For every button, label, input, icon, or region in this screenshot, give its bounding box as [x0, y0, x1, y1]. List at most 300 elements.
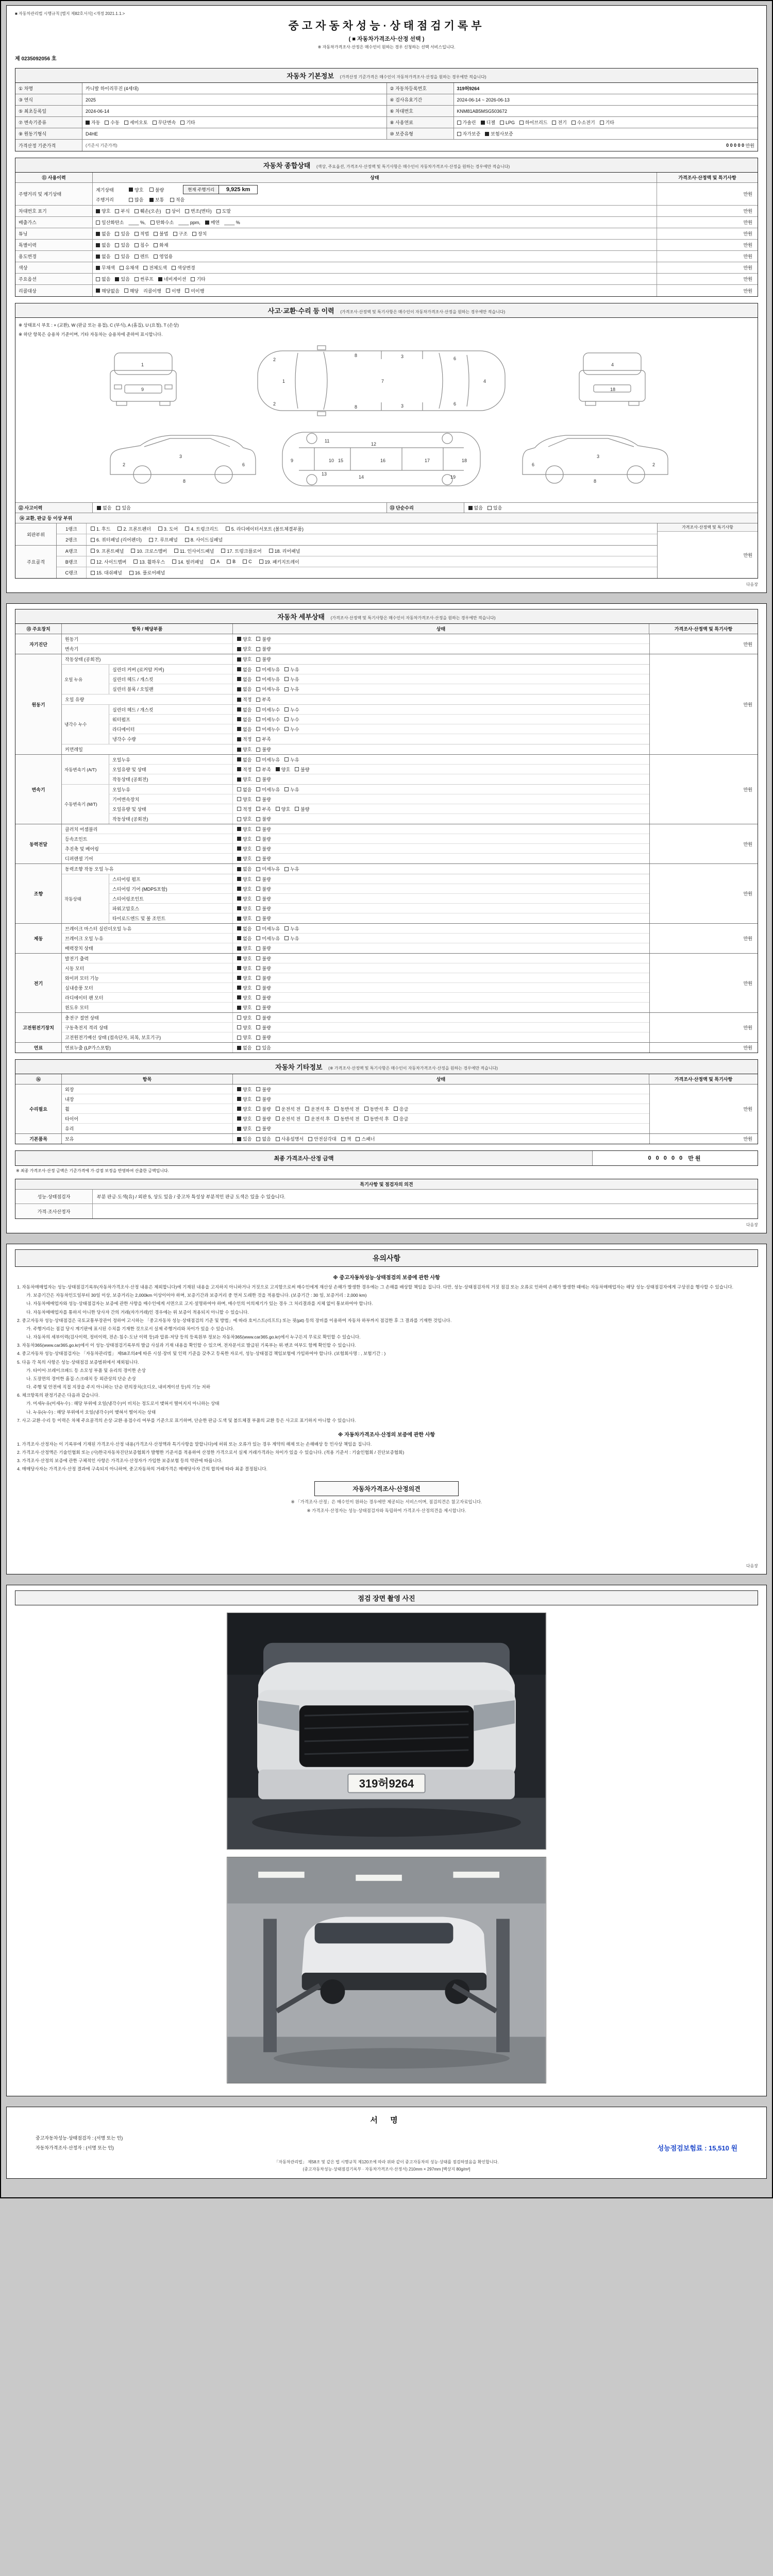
- checkbox[interactable]: [237, 787, 241, 791]
- rank-items: [87, 556, 657, 567]
- next-page-marker[interactable]: 다음장: [746, 1223, 758, 1227]
- device-group: [15, 755, 758, 824]
- checkbox[interactable]: [96, 243, 100, 247]
- checkbox[interactable]: [237, 986, 241, 990]
- option: [256, 955, 271, 962]
- checkbox[interactable]: [237, 946, 241, 951]
- checkbox[interactable]: [237, 906, 241, 910]
- checkbox[interactable]: [256, 986, 260, 990]
- option-label: 없음: [243, 936, 252, 941]
- checkbox[interactable]: [237, 846, 241, 851]
- checkbox[interactable]: [131, 549, 135, 553]
- checkbox[interactable]: [284, 727, 289, 731]
- option-label: 양호: [243, 796, 252, 802]
- row-label: 튜닝: [15, 228, 93, 239]
- checkbox[interactable]: [284, 687, 289, 691]
- checkbox[interactable]: [256, 906, 260, 910]
- checkbox[interactable]: [284, 667, 289, 671]
- checkbox[interactable]: [237, 667, 241, 671]
- device-label: 고전원전기장치: [15, 1013, 62, 1042]
- checkbox[interactable]: [237, 748, 241, 752]
- checkbox[interactable]: [256, 777, 260, 782]
- option-label: 양호: [243, 856, 252, 861]
- checkbox[interactable]: [237, 887, 241, 891]
- checkbox[interactable]: [284, 787, 289, 791]
- checkbox[interactable]: [519, 121, 524, 125]
- notice-paragraph: 7. 사고·교환·수리 등 이력은 차체 주요골격의 손상·교환·용접수리 여부를 기준으로 표기하며, 단순한 판금·도색 및 볼트체결 부품의 교환 등은 사고로 표기하지 아니할 수 있습니다.: [17, 1417, 356, 1423]
- checkbox[interactable]: [256, 637, 260, 641]
- checkbox[interactable]: [237, 817, 241, 821]
- checkbox[interactable]: [256, 1006, 260, 1010]
- option: [237, 666, 251, 673]
- option-label: 14. 필러패널: [178, 559, 204, 565]
- checkbox[interactable]: [237, 637, 241, 641]
- checkbox[interactable]: [276, 1116, 280, 1121]
- checkbox[interactable]: [185, 527, 189, 531]
- checkbox[interactable]: [256, 1046, 260, 1050]
- checkbox[interactable]: [305, 1116, 309, 1121]
- checkbox[interactable]: [468, 506, 473, 510]
- next-page-marker[interactable]: 다음장: [746, 1563, 758, 1568]
- checkbox[interactable]: [153, 121, 157, 125]
- checkbox[interactable]: [237, 677, 241, 681]
- checkbox[interactable]: [256, 797, 260, 801]
- checkbox[interactable]: [237, 737, 241, 741]
- price-cell: 만원: [649, 924, 758, 953]
- checkbox[interactable]: [295, 767, 299, 771]
- item-options: [233, 1023, 649, 1032]
- option-label: 미세누유: [262, 667, 280, 672]
- option: [185, 526, 218, 532]
- device-group: [15, 1084, 758, 1134]
- option: [237, 886, 251, 892]
- checkbox[interactable]: [129, 188, 133, 192]
- checkbox[interactable]: [256, 767, 260, 771]
- checkbox[interactable]: [334, 1116, 339, 1121]
- detail-row: [109, 674, 649, 684]
- checkbox[interactable]: [237, 827, 241, 831]
- checkbox[interactable]: [256, 837, 260, 841]
- checkbox[interactable]: [91, 571, 95, 575]
- checkbox[interactable]: [500, 121, 504, 125]
- distance-options: [129, 196, 189, 203]
- checkbox[interactable]: [256, 687, 260, 691]
- checkbox[interactable]: [284, 717, 289, 721]
- checkbox[interactable]: [237, 687, 241, 691]
- checkbox[interactable]: [256, 727, 260, 731]
- option-label: 양호: [243, 817, 252, 822]
- checkbox[interactable]: [256, 1025, 260, 1029]
- checkbox[interactable]: [237, 698, 241, 702]
- checkbox[interactable]: [237, 767, 241, 771]
- checkbox[interactable]: [221, 549, 225, 553]
- checkbox[interactable]: [256, 807, 260, 811]
- checkbox[interactable]: [237, 896, 241, 901]
- option-label: 없음: [243, 687, 252, 692]
- checkbox[interactable]: [154, 232, 158, 236]
- checkbox[interactable]: [91, 549, 95, 553]
- checkbox[interactable]: [166, 289, 170, 293]
- field-label: ③ 연식: [15, 94, 82, 105]
- checkbox[interactable]: [256, 667, 260, 671]
- checkbox[interactable]: [96, 266, 100, 270]
- checkbox[interactable]: [295, 807, 299, 811]
- checkbox[interactable]: [135, 232, 139, 236]
- checkbox[interactable]: [256, 717, 260, 721]
- checkbox[interactable]: [237, 1025, 241, 1029]
- checkbox[interactable]: [341, 1137, 345, 1141]
- checkbox[interactable]: [185, 209, 189, 213]
- checkbox[interactable]: [256, 936, 260, 940]
- checkbox[interactable]: [237, 936, 241, 940]
- option: [552, 119, 566, 126]
- detail-block: [62, 874, 649, 923]
- checkbox[interactable]: [116, 506, 120, 510]
- checkbox[interactable]: [256, 757, 260, 761]
- checkbox[interactable]: [237, 1036, 241, 1040]
- checkbox[interactable]: [284, 867, 289, 871]
- checkbox[interactable]: [237, 797, 241, 801]
- item-label: 스티어링 펌프: [109, 874, 233, 884]
- panel-group: [15, 523, 657, 546]
- option: [158, 526, 178, 532]
- checkbox[interactable]: [237, 807, 241, 811]
- field-value: 2025: [82, 94, 387, 105]
- checkbox[interactable]: [276, 1107, 280, 1111]
- notice-paragraph: 나. 자동차의 세부이력(검사이력, 정비이력, 전손·침수·도난 이력 등)과 압류·저당 등의 등록원부 정보는 자동차365(www.car365.go.kr)에서 누구든지 무료로 확인할 수 있습니다.: [26, 1334, 361, 1340]
- checkbox[interactable]: [237, 1107, 241, 1111]
- checkbox[interactable]: [115, 255, 119, 259]
- checkbox[interactable]: [237, 647, 241, 651]
- option-label: 양호: [243, 1087, 252, 1092]
- checkbox[interactable]: [158, 277, 162, 281]
- checkbox[interactable]: [256, 846, 260, 851]
- checkbox[interactable]: [149, 188, 154, 192]
- checkbox[interactable]: [256, 995, 260, 999]
- notice-paragraph: 5. 다음 각 목의 사항은 성능·상태점검 보증범위에서 제외됩니다.: [17, 1359, 139, 1365]
- sub-label: 자동변속기 (A/T): [62, 755, 109, 784]
- option: [96, 230, 110, 237]
- checkbox[interactable]: [226, 527, 230, 531]
- checkbox[interactable]: [276, 767, 280, 771]
- checkbox[interactable]: [129, 198, 133, 202]
- checkbox[interactable]: [154, 255, 158, 259]
- checkbox[interactable]: [96, 255, 100, 259]
- checkbox[interactable]: [256, 647, 260, 651]
- option: [154, 242, 168, 248]
- checkbox[interactable]: [115, 277, 119, 281]
- checkbox[interactable]: [96, 209, 100, 213]
- item-options: [233, 1124, 649, 1133]
- field-value: 319허9264: [457, 86, 480, 91]
- checkbox[interactable]: [237, 976, 241, 980]
- section-title: 자동차 기타정보: [275, 1063, 323, 1071]
- checkbox[interactable]: [256, 926, 260, 930]
- section-note: (가격조사·산정액 및 특기사항은 매수인이 자동차가격조사·산정을 원하는 경우에만 적습니다): [330, 616, 496, 620]
- checkbox[interactable]: [237, 917, 241, 921]
- checkbox[interactable]: [256, 946, 260, 951]
- item-label: 실린더 블록 / 오일팬: [109, 684, 233, 694]
- item-options: [233, 765, 649, 774]
- option: [173, 230, 188, 237]
- checkbox[interactable]: [600, 121, 604, 125]
- checkbox[interactable]: [237, 867, 241, 871]
- option: [256, 915, 271, 922]
- checkbox[interactable]: [115, 243, 119, 247]
- checkbox[interactable]: [572, 121, 576, 125]
- checkbox[interactable]: [96, 232, 100, 236]
- checkbox[interactable]: [91, 560, 95, 564]
- checkbox[interactable]: [120, 266, 124, 270]
- option-label: 불량: [262, 846, 271, 852]
- checkbox[interactable]: [256, 877, 260, 881]
- checkbox[interactable]: [237, 777, 241, 782]
- checkbox[interactable]: [91, 527, 95, 531]
- checkbox[interactable]: [256, 1036, 260, 1040]
- checkbox[interactable]: [276, 1137, 280, 1141]
- checkbox[interactable]: [256, 748, 260, 752]
- item-options: [233, 694, 649, 704]
- checkbox[interactable]: [256, 966, 260, 970]
- checkbox[interactable]: [133, 560, 138, 564]
- option-label: 해당: [129, 288, 139, 294]
- table-header: [15, 624, 758, 634]
- detail-row: [62, 1003, 649, 1012]
- checkbox[interactable]: [227, 560, 231, 564]
- price-cell: 만원: [649, 755, 758, 824]
- checkbox[interactable]: [284, 936, 289, 940]
- option-label: 양호: [243, 946, 252, 951]
- checkbox[interactable]: [237, 657, 241, 662]
- checkbox[interactable]: [256, 1137, 260, 1141]
- checkbox[interactable]: [305, 1107, 309, 1111]
- checkbox[interactable]: [237, 1137, 241, 1141]
- checkbox[interactable]: [308, 1137, 312, 1141]
- checkbox[interactable]: [105, 121, 109, 125]
- checkbox[interactable]: [143, 266, 147, 270]
- checkbox[interactable]: [259, 560, 263, 564]
- checkbox[interactable]: [237, 857, 241, 861]
- checkbox[interactable]: [115, 232, 119, 236]
- checkbox[interactable]: [237, 1006, 241, 1010]
- option-label: 양호: [243, 846, 252, 852]
- fee-label: 성능점검보험료 :: [657, 2144, 707, 2153]
- checkbox[interactable]: [488, 506, 492, 510]
- sub-label: 계기상태: [96, 187, 114, 193]
- checkbox[interactable]: [457, 132, 461, 136]
- checkbox[interactable]: [166, 209, 170, 213]
- checkbox[interactable]: [173, 232, 177, 236]
- checkbox[interactable]: [256, 677, 260, 681]
- checkbox[interactable]: [256, 698, 260, 702]
- checkbox[interactable]: [96, 277, 100, 281]
- checkbox[interactable]: [191, 277, 195, 281]
- checkbox[interactable]: [237, 707, 241, 711]
- detail-row: [62, 1013, 649, 1023]
- checkbox[interactable]: [256, 887, 260, 891]
- checkbox[interactable]: [96, 221, 100, 225]
- checkbox[interactable]: [284, 677, 289, 681]
- checkbox[interactable]: [211, 560, 215, 564]
- svg-text:3: 3: [401, 354, 404, 359]
- option-label: 12. 사이드멤버: [96, 559, 127, 565]
- sub-label: 작동상태: [62, 874, 109, 923]
- checkbox[interactable]: [256, 817, 260, 821]
- device-label: 제동: [15, 924, 62, 953]
- checkbox[interactable]: [256, 867, 260, 871]
- option-label: 자가보증: [462, 131, 481, 137]
- svg-text:8: 8: [355, 353, 358, 358]
- item-label: 스티어링조인트: [109, 894, 233, 903]
- option: [227, 559, 236, 564]
- checkbox[interactable]: [256, 857, 260, 861]
- checkbox[interactable]: [96, 289, 100, 293]
- checkbox[interactable]: [485, 132, 489, 136]
- checkbox[interactable]: [237, 1116, 241, 1121]
- checkbox[interactable]: [135, 255, 139, 259]
- option-label: 불량: [262, 1126, 271, 1131]
- checkbox[interactable]: [237, 1127, 241, 1131]
- checkbox[interactable]: [150, 221, 155, 225]
- checkbox[interactable]: [256, 787, 260, 791]
- detail-block: [62, 654, 649, 665]
- checkbox[interactable]: [115, 209, 119, 213]
- checkbox[interactable]: [394, 1116, 398, 1121]
- checkbox[interactable]: [256, 1127, 260, 1131]
- checkbox[interactable]: [91, 538, 95, 542]
- checkbox[interactable]: [256, 827, 260, 831]
- checkbox[interactable]: [86, 121, 90, 125]
- checkbox[interactable]: [149, 538, 153, 542]
- checkbox[interactable]: [256, 1087, 260, 1091]
- checkbox[interactable]: [256, 657, 260, 662]
- option-label: 6. 쿼터패널 (리어펜더): [96, 537, 142, 543]
- checkbox[interactable]: [481, 121, 485, 125]
- checkbox[interactable]: [205, 221, 209, 225]
- checkbox[interactable]: [185, 289, 189, 293]
- checkbox[interactable]: [457, 121, 461, 125]
- checkbox[interactable]: [364, 1116, 368, 1121]
- checkbox[interactable]: [237, 727, 241, 731]
- checkbox[interactable]: [135, 277, 139, 281]
- checkbox[interactable]: [364, 1107, 368, 1111]
- option: [166, 287, 180, 294]
- svg-text:15: 15: [338, 458, 344, 463]
- checkbox[interactable]: [256, 956, 260, 960]
- table-row: [15, 140, 758, 151]
- option-label: 양호: [243, 747, 252, 752]
- option-label: 불량: [262, 876, 271, 882]
- option: [115, 230, 129, 237]
- option: [237, 876, 251, 883]
- document-number: 제 0235092056 호: [15, 56, 57, 62]
- option: [256, 876, 271, 883]
- checkbox[interactable]: [256, 737, 260, 741]
- checkbox[interactable]: [158, 527, 162, 531]
- checkbox[interactable]: [185, 538, 189, 542]
- checkbox[interactable]: [117, 527, 122, 531]
- option: [256, 905, 271, 912]
- item-label: 클러치 어셈블리: [62, 824, 233, 834]
- checkbox[interactable]: [256, 1015, 260, 1020]
- checkbox[interactable]: [237, 1097, 241, 1101]
- checkbox[interactable]: [237, 717, 241, 721]
- checkbox[interactable]: [243, 560, 247, 564]
- option: [153, 119, 176, 126]
- checkbox[interactable]: [237, 837, 241, 841]
- checkbox[interactable]: [154, 243, 158, 247]
- checkbox[interactable]: [237, 926, 241, 930]
- checkbox[interactable]: [334, 1107, 339, 1111]
- device-label: 수리필요: [15, 1084, 62, 1133]
- checkbox[interactable]: [174, 549, 178, 553]
- checkbox[interactable]: [237, 1087, 241, 1091]
- checkbox[interactable]: [192, 232, 196, 236]
- next-page-marker[interactable]: 다음장: [746, 582, 758, 587]
- checkbox[interactable]: [216, 209, 221, 213]
- checkbox[interactable]: [149, 198, 154, 202]
- checkbox[interactable]: [256, 1107, 260, 1111]
- checkbox[interactable]: [237, 995, 241, 999]
- checkbox[interactable]: [135, 209, 139, 213]
- checkbox[interactable]: [256, 1116, 260, 1121]
- checkbox[interactable]: [284, 707, 289, 711]
- option-label: 없음: [243, 676, 252, 682]
- checkbox[interactable]: [124, 121, 128, 125]
- checkbox[interactable]: [394, 1107, 398, 1111]
- page-3: [6, 1244, 767, 1574]
- checkbox[interactable]: [135, 243, 139, 247]
- checkbox[interactable]: [256, 1097, 260, 1101]
- checkbox[interactable]: [256, 707, 260, 711]
- checkbox[interactable]: [284, 757, 289, 761]
- option: [96, 253, 110, 260]
- checkbox[interactable]: [237, 1015, 241, 1020]
- checkbox[interactable]: [237, 757, 241, 761]
- checkbox[interactable]: [172, 266, 176, 270]
- price-cell: 만원: [743, 254, 752, 259]
- checkbox[interactable]: [276, 807, 280, 811]
- checkbox[interactable]: [237, 1046, 241, 1050]
- checkbox[interactable]: [172, 560, 176, 564]
- checkbox[interactable]: [256, 976, 260, 980]
- field-label: ② 자동차등록번호: [387, 83, 454, 94]
- notice-paragraph: 4. 매매당사자는 가격조사·산정 결과에 구속되지 아니하며, 중고자동차의 거래가격은 매매당사자 간의 합의에 따라 최종 결정됩니다.: [17, 1466, 267, 1472]
- checkbox[interactable]: [237, 956, 241, 960]
- checkbox[interactable]: [256, 917, 260, 921]
- option-label: ____ ppm,: [178, 219, 200, 225]
- checkbox[interactable]: [237, 966, 241, 970]
- option: [237, 796, 251, 803]
- option: [237, 736, 251, 742]
- checkbox[interactable]: [237, 877, 241, 881]
- notice-paragraph: 가. 주행거리는 점검 당시 계기판에 표시된 수치를 기재한 것으로서 실제 주행거리와 차이가 있을 수 있습니다.: [26, 1326, 234, 1331]
- checkbox[interactable]: [180, 121, 184, 125]
- device-label: 기본품목: [15, 1134, 62, 1144]
- checkbox[interactable]: [552, 121, 556, 125]
- table-header: [15, 173, 758, 183]
- checkbox[interactable]: [256, 896, 260, 901]
- checkbox[interactable]: [356, 1137, 360, 1141]
- checkbox[interactable]: [269, 549, 273, 553]
- checkbox[interactable]: [284, 926, 289, 930]
- checkbox[interactable]: [170, 198, 174, 202]
- svg-text:2: 2: [652, 462, 656, 467]
- checkbox[interactable]: [124, 289, 128, 293]
- checkbox[interactable]: [129, 571, 133, 575]
- panel-group-label: 외판부위: [15, 523, 57, 545]
- checkbox[interactable]: [97, 506, 101, 510]
